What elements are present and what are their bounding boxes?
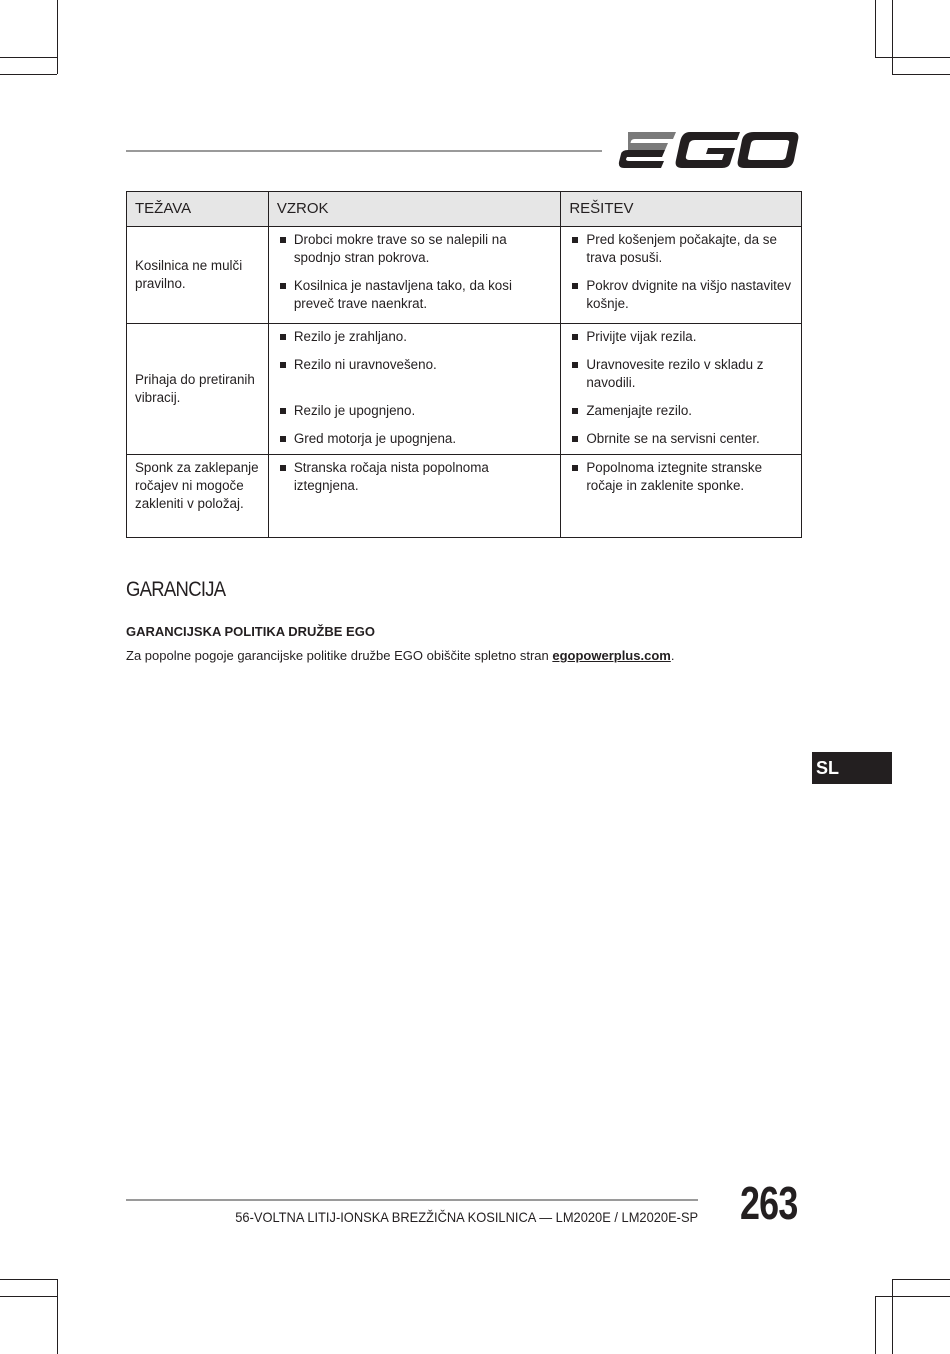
list-item: Pokrov dvignite na višjo nastavitev košnje. — [569, 277, 793, 313]
header-rule — [126, 150, 602, 152]
crop-mark — [0, 1296, 57, 1297]
crop-mark — [875, 57, 950, 58]
warranty-text: Za popolne pogoje garancijske politike družbe EGO obiščite spletno stran — [126, 648, 553, 663]
crop-mark — [875, 1296, 950, 1297]
warranty-link[interactable]: egopowerplus.com — [552, 648, 671, 663]
crop-mark — [0, 74, 57, 75]
list-item: Stranska ročaja nista popolnoma iztegnjena. — [277, 459, 553, 495]
list-item: Gred motorja je upognjena. — [277, 430, 553, 448]
crop-mark — [0, 1279, 57, 1280]
crop-mark — [875, 1296, 876, 1354]
crop-mark — [892, 74, 950, 75]
list-item: Rezilo je zrahljano. — [277, 328, 553, 346]
list-item: Uravnovesite rezilo v skladu z navodili. — [569, 356, 793, 392]
troubleshooting-table — [126, 191, 802, 538]
footer-rule — [126, 1199, 698, 1201]
cause-cell — [268, 324, 561, 455]
section-subtitle: GARANCIJSKA POLITIKA DRUŽBE EGO — [126, 624, 375, 639]
table-row — [127, 227, 802, 324]
solution-cell — [561, 324, 802, 455]
column-header-problem: TEŽAVA — [127, 192, 269, 227]
list-item: Drobci mokre trave so se nalepili na spodnjo stran pokrova. — [277, 231, 553, 267]
column-header-cause: VZROK — [268, 192, 561, 227]
crop-mark — [57, 0, 58, 74]
solution-cell — [561, 227, 802, 324]
list-item: Rezilo ni uravnovešeno. — [277, 356, 553, 374]
column-header-solution: REŠITEV — [561, 192, 802, 227]
list-item: Pred košenjem počakajte, da se trava posuši. — [569, 231, 793, 267]
table-row — [127, 324, 802, 455]
crop-mark — [892, 1279, 950, 1280]
solution-cell — [561, 455, 802, 538]
list-item: Kosilnica je nastavljena tako, da kosi preveč trave naenkrat. — [277, 277, 553, 313]
footer-title: 56-VOLTNA LITIJ-IONSKA BREZŽIČNA KOSILNICA — LM2020E / LM2020E-SP — [235, 1209, 698, 1225]
table-header-row — [127, 192, 802, 227]
crop-mark — [57, 1279, 58, 1354]
list-item: Popolnoma iztegnite stranske ročaje in zaklenite sponke. — [569, 459, 793, 495]
problem-cell: Sponk za zaklepanje ročajev ni mogoče zakleniti v položaj. — [127, 455, 269, 538]
problem-cell: Prihaja do pretiranih vibracij. — [127, 324, 269, 455]
page-number: 263 — [740, 1177, 798, 1229]
crop-mark — [892, 0, 893, 74]
cause-cell — [268, 227, 561, 324]
list-item: Privijte vijak rezila. — [569, 328, 793, 346]
list-item: Rezilo je upognjeno. — [277, 402, 553, 420]
crop-mark — [0, 57, 57, 58]
cause-cell — [268, 455, 561, 538]
list-item: Zamenjajte rezilo. — [569, 402, 793, 420]
problem-cell: Kosilnica ne mulči pravilno. — [127, 227, 269, 324]
language-tab: SL — [812, 752, 892, 784]
section-title: GARANCIJA — [126, 578, 226, 601]
warranty-text-end: . — [670, 648, 675, 663]
list-item: Obrnite se na servisni center. — [569, 430, 793, 448]
table-row — [127, 455, 802, 538]
warranty-paragraph — [126, 648, 674, 663]
crop-mark — [892, 1279, 893, 1354]
crop-mark — [875, 0, 876, 57]
ego-logo — [618, 128, 800, 172]
